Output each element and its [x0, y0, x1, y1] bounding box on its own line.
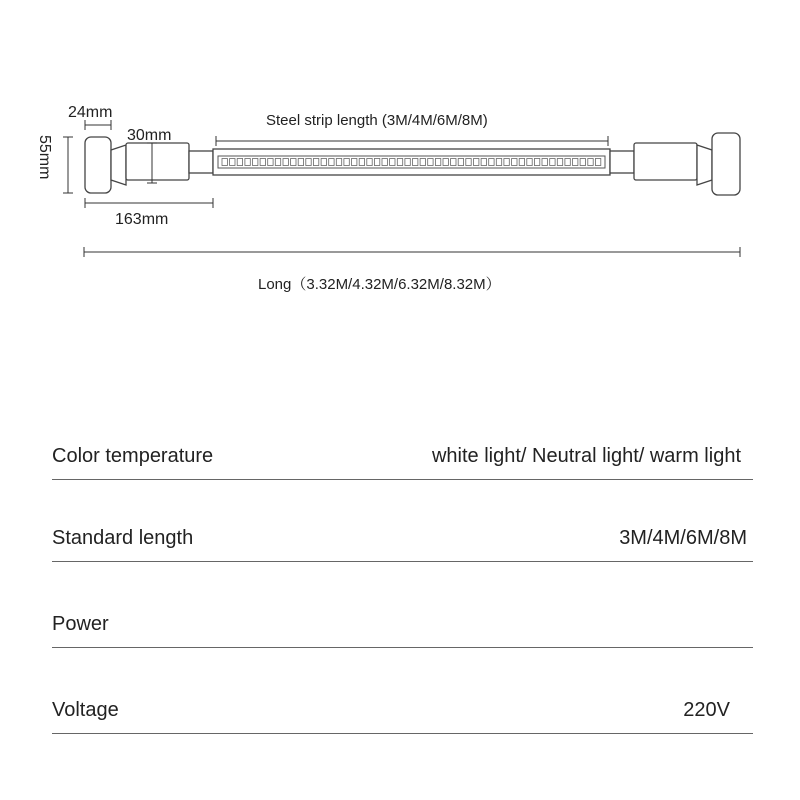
led-chip: [237, 159, 242, 166]
row-divider: [52, 647, 753, 648]
led-chip: [542, 159, 547, 166]
dimension-24mm: [85, 120, 111, 130]
spec-label: Standard length: [52, 527, 194, 549]
led-chip: [557, 159, 562, 166]
dimension-overall-length: [84, 247, 740, 257]
led-chip: [443, 159, 448, 166]
led-chip: [565, 159, 570, 166]
steel-strip: [213, 149, 610, 175]
overall-length-label: Long（3.32M/4.32M/6.32M/8.32M）: [258, 276, 501, 293]
led-chip: [458, 159, 463, 166]
led-chip: [374, 159, 379, 166]
dimension-55mm: [63, 137, 73, 193]
led-chip: [527, 159, 532, 166]
led-chip: [496, 159, 501, 166]
led-chip: [588, 159, 593, 166]
led-chip: [405, 159, 410, 166]
dimension-steel-strip: [216, 136, 608, 146]
dim-55mm-label: 55mm: [36, 135, 53, 180]
spec-row-voltage: [52, 694, 753, 734]
led-chip: [230, 159, 235, 166]
right-end-cap: [610, 133, 740, 195]
led-chip: [336, 159, 341, 166]
led-chip: [435, 159, 440, 166]
led-chip: [321, 159, 326, 166]
led-chip: [359, 159, 364, 166]
dimension-163mm: [85, 198, 213, 208]
spec-row-color-temperature: [52, 440, 753, 480]
led-chip: [329, 159, 334, 166]
led-chip: [519, 159, 524, 166]
led-chip: [413, 159, 418, 166]
led-chip: [451, 159, 456, 166]
row-divider: [52, 733, 753, 734]
led-chip: [504, 159, 509, 166]
led-chip: [245, 159, 250, 166]
led-chip: [573, 159, 578, 166]
led-chip: [550, 159, 555, 166]
led-chip: [428, 159, 433, 166]
led-chip: [253, 159, 258, 166]
row-divider: [52, 479, 753, 480]
led-chip: [298, 159, 303, 166]
led-chip: [222, 159, 227, 166]
spec-row-standard-length: [52, 522, 753, 562]
spec-value: white light/ Neutral light/ warm light: [431, 445, 741, 467]
product-dimension-diagram: [0, 0, 800, 330]
led-chip: [283, 159, 288, 166]
led-chip: [367, 159, 372, 166]
dim-24mm-label: 24mm: [68, 104, 113, 121]
led-chip: [313, 159, 318, 166]
led-chip: [390, 159, 395, 166]
led-chip: [466, 159, 471, 166]
row-divider: [52, 561, 753, 562]
led-chip: [306, 159, 311, 166]
led-chip: [344, 159, 349, 166]
led-chip: [474, 159, 479, 166]
led-chip: [595, 159, 600, 166]
led-chip: [512, 159, 517, 166]
spec-value: 3M/4M/6M/8M: [619, 527, 747, 549]
led-chip: [352, 159, 357, 166]
led-chip: [291, 159, 296, 166]
led-chip: [534, 159, 539, 166]
led-chip: [397, 159, 402, 166]
led-chip: [481, 159, 486, 166]
led-chip: [580, 159, 585, 166]
led-chip: [420, 159, 425, 166]
spec-label: Power: [52, 613, 109, 635]
led-chip: [268, 159, 273, 166]
steel-strip-length-label: Steel strip length (3M/4M/6M/8M): [266, 112, 488, 129]
dim-30mm-label: 30mm: [127, 127, 172, 144]
spec-label: Voltage: [52, 699, 119, 721]
left-end-cap: [85, 137, 213, 193]
led-chip: [489, 159, 494, 166]
spec-value: 220V: [683, 699, 730, 721]
dim-163mm-label: 163mm: [115, 211, 169, 228]
led-chip: [275, 159, 280, 166]
spec-label: Color temperature: [52, 445, 214, 467]
led-chip: [382, 159, 387, 166]
spec-row-power: [52, 608, 753, 648]
led-chip: [260, 159, 265, 166]
